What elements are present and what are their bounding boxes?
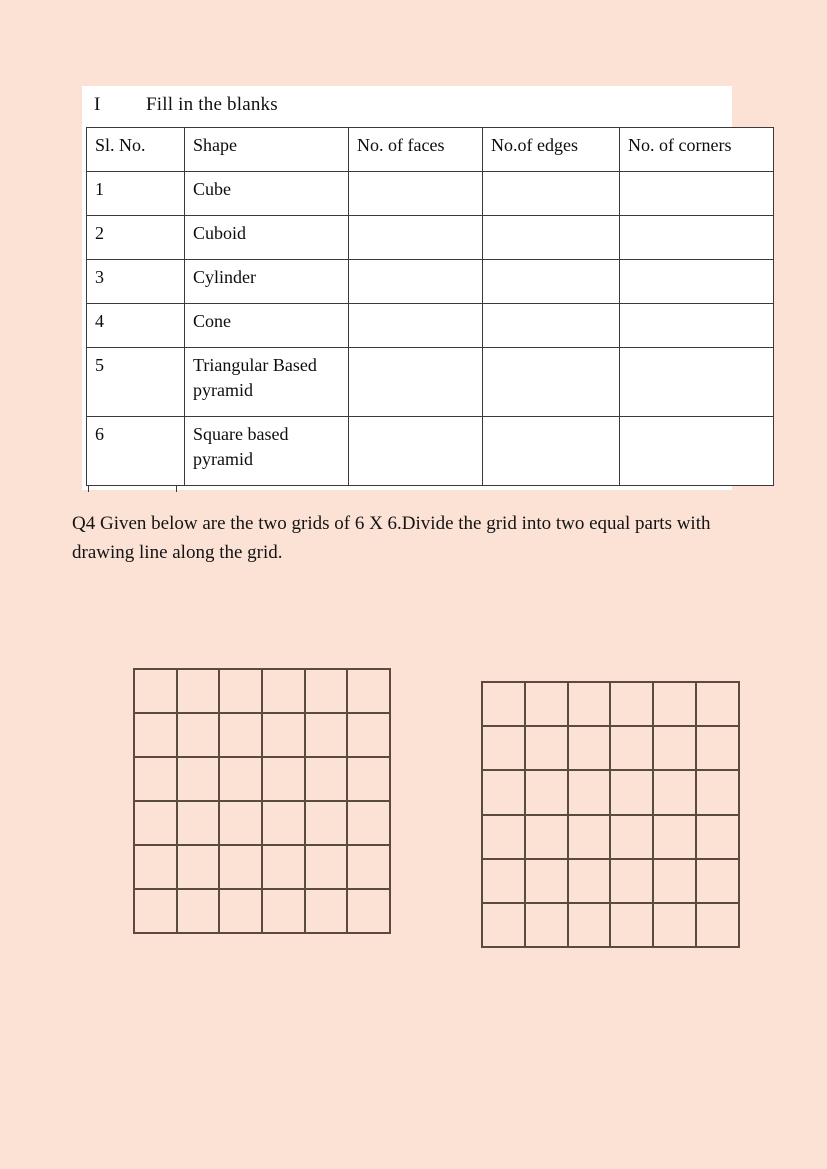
grid-cell[interactable] xyxy=(526,816,569,860)
cell-edges[interactable] xyxy=(483,348,620,417)
section-numeral: I xyxy=(94,94,101,115)
grid-cell[interactable] xyxy=(220,846,263,890)
grid-cell[interactable] xyxy=(348,714,391,758)
cell-faces[interactable] xyxy=(349,417,483,486)
grid-cell[interactable] xyxy=(654,904,697,948)
cell-sl-no: 1 xyxy=(87,172,185,216)
grid-cell[interactable] xyxy=(569,683,612,727)
worksheet-paper-block xyxy=(82,86,732,490)
grid-cell[interactable] xyxy=(135,846,178,890)
shapes-properties-table xyxy=(86,127,774,486)
scan-artifact-tick xyxy=(88,486,89,492)
cell-edges[interactable] xyxy=(483,417,620,486)
grid-cell[interactable] xyxy=(220,890,263,934)
grid-cell[interactable] xyxy=(569,904,612,948)
cell-edges[interactable] xyxy=(483,260,620,304)
grid-cell[interactable] xyxy=(697,727,740,771)
grid-cell[interactable] xyxy=(263,846,306,890)
cell-corners[interactable] xyxy=(620,417,774,486)
grid-cell[interactable] xyxy=(348,758,391,802)
grid-right[interactable] xyxy=(481,681,740,948)
grid-cell[interactable] xyxy=(306,670,349,714)
grid-cell[interactable] xyxy=(483,771,526,815)
table-row xyxy=(87,304,774,348)
grid-cell[interactable] xyxy=(483,860,526,904)
grid-cell[interactable] xyxy=(526,860,569,904)
grid-cell[interactable] xyxy=(178,758,221,802)
question-4-text: Q4 Given below are the two grids of 6 X 6.Divide the grid into two equal parts with drawing line along the grid. xyxy=(72,513,711,563)
grid-cell[interactable] xyxy=(526,904,569,948)
cell-shape: Cylinder xyxy=(185,260,349,304)
grid-cell[interactable] xyxy=(306,802,349,846)
cell-edges[interactable] xyxy=(483,172,620,216)
grid-cell[interactable] xyxy=(178,846,221,890)
column-header-sl-no: Sl. No. xyxy=(87,128,185,172)
grid-cell[interactable] xyxy=(654,683,697,727)
cell-shape: Cuboid xyxy=(185,216,349,260)
grid-cell[interactable] xyxy=(348,670,391,714)
grid-cell[interactable] xyxy=(483,683,526,727)
grid-cell[interactable] xyxy=(220,714,263,758)
grid-cell[interactable] xyxy=(611,771,654,815)
grid-cell[interactable] xyxy=(135,890,178,934)
grid-cell[interactable] xyxy=(178,890,221,934)
table-header xyxy=(87,128,774,172)
table-row xyxy=(87,417,774,486)
grid-cell[interactable] xyxy=(220,670,263,714)
grid-cell[interactable] xyxy=(135,714,178,758)
grid-cell[interactable] xyxy=(569,771,612,815)
table-row xyxy=(87,348,774,417)
table-row xyxy=(87,260,774,304)
cell-faces[interactable] xyxy=(349,304,483,348)
grid-cell[interactable] xyxy=(263,670,306,714)
cell-corners[interactable] xyxy=(620,348,774,417)
grid-cell[interactable] xyxy=(611,860,654,904)
grid-cell[interactable] xyxy=(178,802,221,846)
table-body xyxy=(87,172,774,486)
grid-cell[interactable] xyxy=(569,816,612,860)
grid-cell[interactable] xyxy=(263,714,306,758)
cell-faces[interactable] xyxy=(349,216,483,260)
grid-cell[interactable] xyxy=(220,758,263,802)
cell-shape: Cube xyxy=(185,172,349,216)
grid-cell[interactable] xyxy=(348,802,391,846)
cell-shape: Square based pyramid xyxy=(185,417,349,486)
column-header-faces: No. of faces xyxy=(349,128,483,172)
grid-cell[interactable] xyxy=(697,860,740,904)
cell-sl-no: 6 xyxy=(87,417,185,486)
grid-cell[interactable] xyxy=(697,816,740,860)
grid-cell[interactable] xyxy=(135,670,178,714)
grid-cell[interactable] xyxy=(306,846,349,890)
cell-edges[interactable] xyxy=(483,216,620,260)
cell-shape: Triangular Based pyramid xyxy=(185,348,349,417)
grid-cell[interactable] xyxy=(483,727,526,771)
grid-cell[interactable] xyxy=(526,683,569,727)
grid-cell[interactable] xyxy=(306,714,349,758)
grid-cell[interactable] xyxy=(306,758,349,802)
grid-cell[interactable] xyxy=(569,860,612,904)
grid-cell[interactable] xyxy=(611,727,654,771)
cell-edges[interactable] xyxy=(483,304,620,348)
scan-artifact-tick xyxy=(176,486,177,492)
cell-faces[interactable] xyxy=(349,172,483,216)
grid-cell[interactable] xyxy=(697,771,740,815)
grid-cell[interactable] xyxy=(654,727,697,771)
grid-cell[interactable] xyxy=(569,727,612,771)
grid-left[interactable] xyxy=(133,668,391,934)
grid-cell[interactable] xyxy=(348,846,391,890)
grid-cell[interactable] xyxy=(654,860,697,904)
grid-cell[interactable] xyxy=(654,771,697,815)
column-header-shape: Shape xyxy=(185,128,349,172)
grid-cell[interactable] xyxy=(654,816,697,860)
grid-cell[interactable] xyxy=(135,802,178,846)
grid-cell[interactable] xyxy=(611,683,654,727)
cell-sl-no: 3 xyxy=(87,260,185,304)
grid-cell[interactable] xyxy=(526,771,569,815)
column-header-edges: No.of edges xyxy=(483,128,620,172)
grid-cell[interactable] xyxy=(220,802,263,846)
grid-cell[interactable] xyxy=(611,816,654,860)
cell-corners[interactable] xyxy=(620,216,774,260)
cell-shape: Cone xyxy=(185,304,349,348)
grid-cell[interactable] xyxy=(135,758,178,802)
cell-sl-no: 5 xyxy=(87,348,185,417)
section-heading-label: Fill in the blanks xyxy=(146,94,278,115)
grid-cell[interactable] xyxy=(611,904,654,948)
cell-sl-no: 4 xyxy=(87,304,185,348)
cell-faces[interactable] xyxy=(349,260,483,304)
grid-cell[interactable] xyxy=(526,727,569,771)
grid-cell[interactable] xyxy=(178,670,221,714)
grid-cell[interactable] xyxy=(483,904,526,948)
grid-cell[interactable] xyxy=(263,802,306,846)
grid-cell[interactable] xyxy=(348,890,391,934)
grid-cell[interactable] xyxy=(263,890,306,934)
cell-sl-no: 2 xyxy=(87,216,185,260)
table-header-row xyxy=(87,128,774,172)
grid-cell[interactable] xyxy=(306,890,349,934)
grid-cell[interactable] xyxy=(263,758,306,802)
cell-corners[interactable] xyxy=(620,172,774,216)
grid-cell[interactable] xyxy=(697,683,740,727)
table-row xyxy=(87,172,774,216)
section-heading xyxy=(94,86,694,124)
grid-cell[interactable] xyxy=(483,816,526,860)
grid-cell[interactable] xyxy=(697,904,740,948)
cell-corners[interactable] xyxy=(620,260,774,304)
cell-faces[interactable] xyxy=(349,348,483,417)
table-row xyxy=(87,216,774,260)
cell-corners[interactable] xyxy=(620,304,774,348)
column-header-corners: No. of corners xyxy=(620,128,774,172)
grid-cell[interactable] xyxy=(178,714,221,758)
